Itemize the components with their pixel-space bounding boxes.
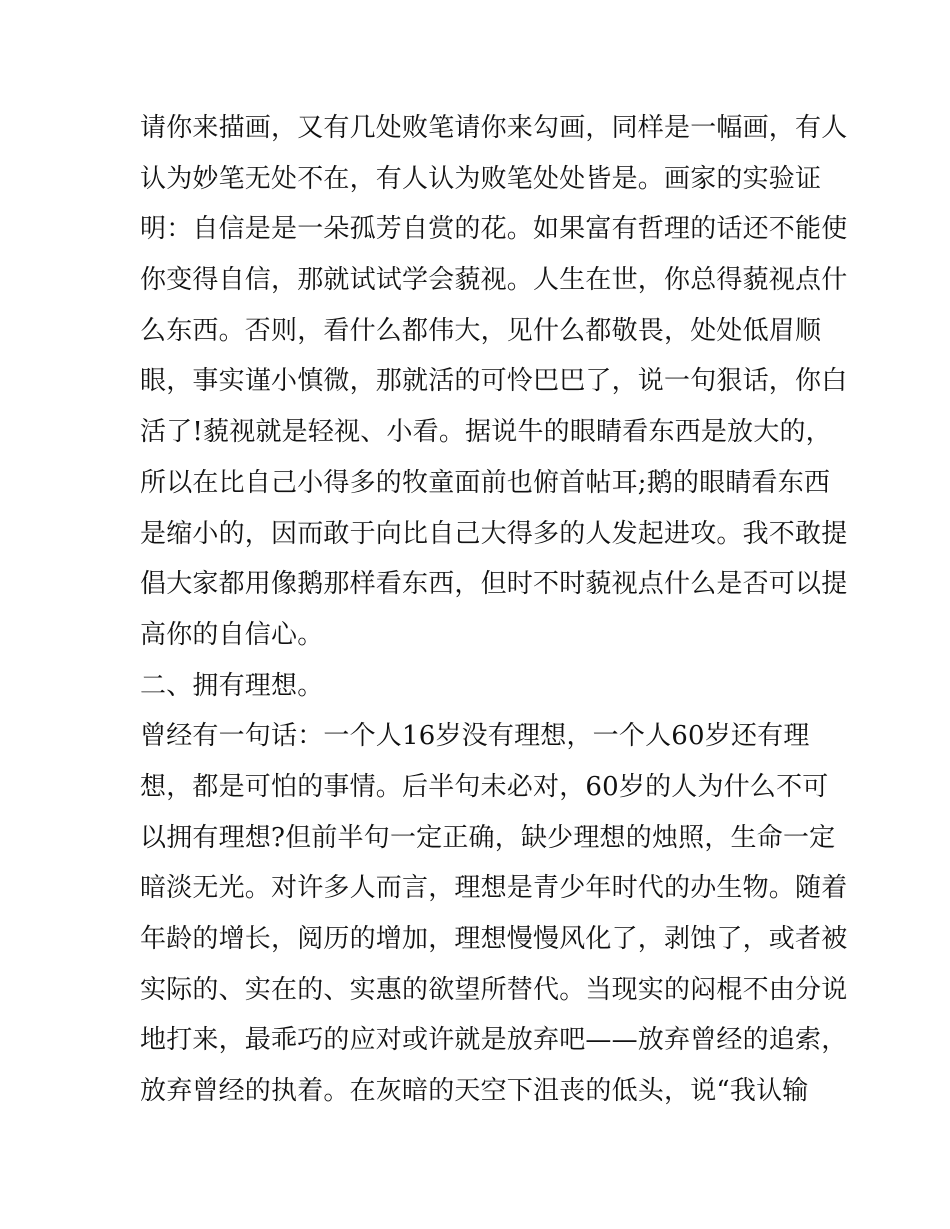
text-line: 曾经有一句话：一个人16岁没有理想，一个人60岁还有理 [140, 721, 810, 752]
text-line: 所以在比自己小得多的牧童面前也俯首帖耳;鹅的眼睛看东西 [140, 467, 831, 498]
text-line: 年龄的增长，阅历的增加，理想慢慢风化了，剥蚀了，或者被 [140, 924, 848, 954]
body-text [140, 103, 848, 1117]
text-line: 么东西。否则，看什么都伟大，见什么都敬畏，处处低眉顺 [140, 315, 822, 346]
text-line: 认为妙笔无处不在，有人认为败笔处处皆是。画家的实验证 [140, 163, 822, 194]
text-line: 倡大家都用像鹅那样看东西，但时不时藐视点什么是否可以提 [140, 569, 848, 600]
text-line: 以拥有理想?但前半句一定正确，缺少理想的烛照，生命一定 [140, 822, 836, 853]
text-line: 实际的、实在的、实惠的欲望所替代。当现实的闷棍不由分说 [140, 974, 848, 1005]
text-line: 眼，事实谨小慎微，那就活的可怜巴巴了，说一句狠话，你白 [140, 366, 848, 397]
text-line: 想，都是可怕的事情。后半句未必对，60岁的人为什么不可 [140, 771, 829, 802]
text-line: 请你来描画，又有几处败笔请你来勾画，同样是一幅画，有人 [140, 113, 848, 143]
text-line: 暗淡无光。对许多人而言，理想是青少年时代的办生物。随着 [140, 873, 848, 904]
text-line: 地打来，最乖巧的应对或许就是放弃吧——放弃曾经的追索， [140, 1025, 848, 1056]
text-line: 活了!藐视就是轻视、小看。据说牛的眼睛看东西是放大的， [140, 417, 832, 448]
text-line: 放弃曾经的执着。在灰暗的天空下沮丧的低头，说“我认输 [140, 1076, 809, 1107]
text-line: 高你的自信心。 [140, 619, 324, 650]
text-line: 明：自信是是一朵孤芳自赏的花。如果富有哲理的话还不能使 [140, 214, 848, 245]
section-heading: 二、拥有理想。 [140, 670, 324, 701]
text-line: 是缩小的，因而敢于向比自己大得多的人发起进攻。我不敢提 [140, 518, 848, 549]
text-line: 你变得自信，那就试试学会藐视。人生在世，你总得藐视点什 [140, 265, 848, 296]
